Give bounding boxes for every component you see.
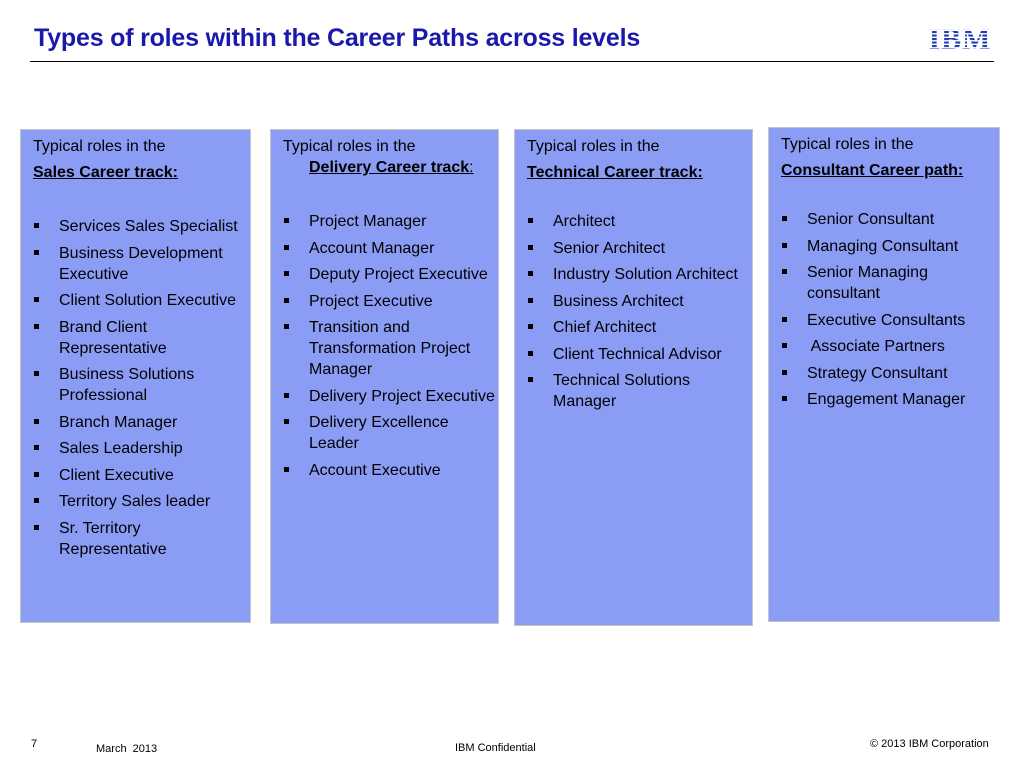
list-item: Account Executive bbox=[283, 460, 498, 481]
list-item: Strategy Consultant bbox=[781, 363, 999, 384]
list-item: Senior Managing consultant bbox=[781, 262, 999, 304]
technical-track-panel bbox=[514, 129, 753, 626]
delivery-track-panel bbox=[270, 129, 499, 624]
list-item: Chief Architect bbox=[527, 317, 752, 338]
list-item: Transition and Transformation Project Manager bbox=[283, 317, 498, 380]
track-name-text: Delivery Career track bbox=[309, 159, 470, 176]
list-item: Industry Solution Architect bbox=[527, 264, 752, 285]
sales-track-panel bbox=[20, 129, 251, 623]
track-name: Sales Career track: bbox=[33, 164, 178, 181]
panel-heading: Typical roles in the bbox=[781, 136, 914, 153]
list-item: Services Sales Specialist bbox=[33, 216, 250, 237]
svg-text:IBM: IBM bbox=[928, 24, 992, 52]
list-item: Project Executive bbox=[283, 291, 498, 312]
track-name: Consultant Career path: bbox=[781, 162, 964, 179]
list-item: Delivery Project Executive bbox=[283, 386, 498, 407]
list-item: Sales Leadership bbox=[33, 438, 250, 459]
list-item: Client Technical Advisor bbox=[527, 344, 752, 365]
footer-date: March 2013 bbox=[96, 743, 158, 755]
footer-classification: IBM Confidential bbox=[455, 742, 536, 754]
list-item: Associate Partners bbox=[781, 336, 999, 357]
role-list bbox=[781, 209, 999, 416]
list-item: Engagement Manager bbox=[781, 389, 999, 410]
list-item: Brand Client Representative bbox=[33, 317, 250, 359]
list-item: Account Manager bbox=[283, 238, 498, 259]
list-item: Project Manager bbox=[283, 211, 498, 232]
panel-heading: Typical roles in the bbox=[527, 138, 660, 155]
list-item: Business Solutions Professional bbox=[33, 364, 250, 406]
consultant-path-panel bbox=[768, 127, 1000, 622]
list-item: Managing Consultant bbox=[781, 236, 999, 257]
list-item: Senior Architect bbox=[527, 238, 752, 259]
panel-heading: Typical roles in the bbox=[33, 138, 166, 155]
role-list bbox=[283, 211, 498, 486]
list-item: Delivery Excellence Leader bbox=[283, 412, 498, 454]
list-item: Senior Consultant bbox=[781, 209, 999, 230]
list-item: Territory Sales leader bbox=[33, 491, 250, 512]
panel-heading: Typical roles in the bbox=[283, 138, 416, 155]
list-item: Technical Solutions Manager bbox=[527, 370, 752, 412]
list-item: Deputy Project Executive bbox=[283, 264, 498, 285]
title-divider bbox=[30, 61, 994, 62]
list-item: Client Executive bbox=[33, 465, 250, 486]
slide-title: Types of roles within the Career Paths across levels bbox=[34, 24, 641, 52]
list-item: Executive Consultants bbox=[781, 310, 999, 331]
list-item: Business Development Executive bbox=[33, 243, 250, 285]
track-name bbox=[309, 157, 474, 178]
list-item: Business Architect bbox=[527, 291, 752, 312]
track-name: Technical Career track: bbox=[527, 164, 703, 181]
list-item: Architect bbox=[527, 211, 752, 232]
page-number: 7 bbox=[31, 738, 38, 750]
track-name-suffix: : bbox=[469, 159, 474, 176]
ibm-logo bbox=[926, 24, 994, 52]
role-list bbox=[33, 216, 250, 565]
list-item: Branch Manager bbox=[33, 412, 250, 433]
list-item: Client Solution Executive bbox=[33, 290, 250, 311]
list-item: Sr. Territory Representative bbox=[33, 518, 250, 560]
footer-copyright: © 2013 IBM Corporation bbox=[870, 738, 989, 750]
role-list bbox=[527, 211, 752, 418]
